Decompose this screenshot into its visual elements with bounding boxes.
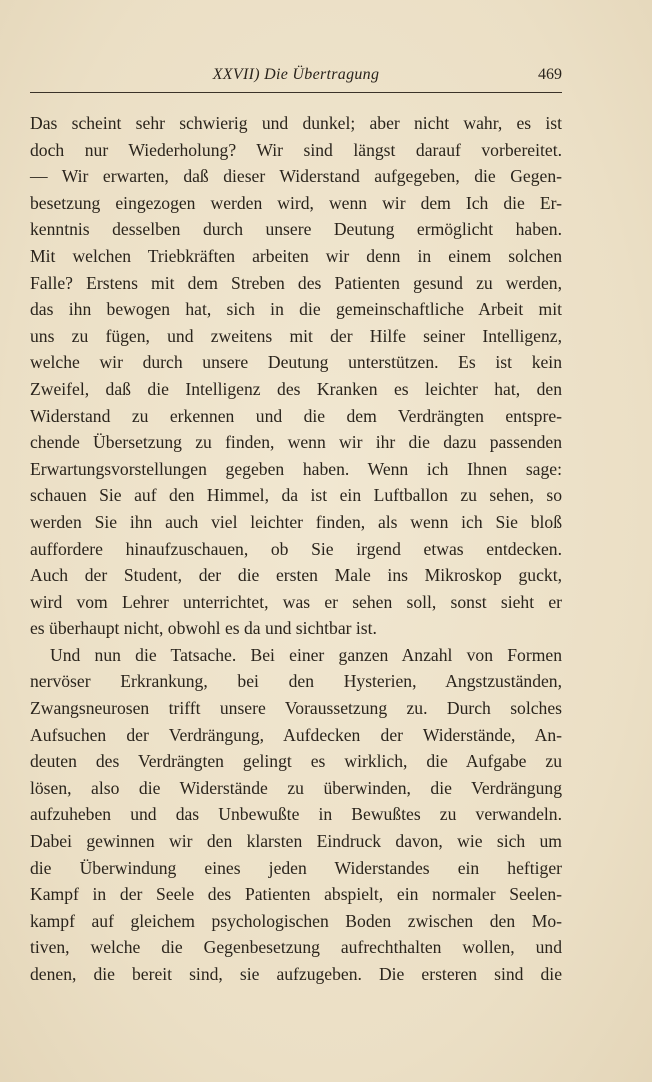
text-line: kampf auf gleichem psychologischen Boden zwischen den Mo- [30, 910, 562, 931]
header-rule [30, 92, 562, 93]
page-header [30, 66, 562, 88]
paragraph-2 [30, 642, 562, 988]
text-line: Kampf in der Seele des Patienten abspielt, ein normaler Seelen- [30, 884, 562, 905]
text-line: Zwangsneurosen trifft unsere Voraussetzung zu. Durch solches [30, 698, 562, 719]
text-line: Falle? Erstens mit dem Streben des Patienten gesund zu werden, [30, 272, 562, 293]
text-line: auffordere hinaufzuschauen, ob Sie irgend etwas entdecken. [30, 538, 562, 559]
running-title: XXVII) Die Übertragung [212, 66, 380, 83]
text-line: Aufsuchen der Verdrängung, Aufdecken der Widerstände, An- [30, 724, 562, 745]
paragraph-1 [30, 110, 562, 642]
text-line: Erwartungsvorstellungen gegeben haben. Wenn ich Ihnen sage: [30, 458, 562, 479]
text-line: kenntnis desselben durch unsere Deutung ermöglicht haben. [30, 219, 562, 240]
text-line: welche wir durch unsere Deutung unterstützen. Es ist kein [30, 352, 562, 373]
text-line: tiven, welche die Gegenbesetzung aufrechthalten wollen, und [30, 937, 562, 958]
text-line: Widerstand zu erkennen und die dem Verdrängten entspre- [30, 405, 562, 426]
text-line: Und nun die Tatsache. Bei einer ganzen Anzahl von Formen [50, 644, 562, 665]
text-line: — Wir erwarten, daß dieser Widerstand aufgegeben, die Gegen- [30, 166, 562, 187]
page-number: 469 [538, 66, 562, 83]
text-line: es überhaupt nicht, obwohl es da und sichtbar ist. [30, 618, 377, 639]
text-line: doch nur Wiederholung? Wir sind längst darauf vorbereitet. [30, 139, 562, 160]
text-line: die Überwindung eines jeden Widerstandes ein heftiger [30, 857, 562, 878]
text-line: wird vom Lehrer unterrichtet, was er sehen soll, sonst sieht er [30, 591, 562, 612]
text-line: werden Sie ihn auch viel leichter finden, als wenn ich Sie bloß [30, 511, 562, 532]
text-line: aufzuheben und das Unbewußte in Bewußtes zu verwandeln. [30, 804, 562, 825]
text-line: lösen, also die Widerstände zu überwinden, die Verdrängung [30, 777, 562, 798]
text-line: Mit welchen Triebkräften arbeiten wir denn in einem solchen [30, 245, 562, 266]
text-line: Dabei gewinnen wir den klarsten Eindruck davon, wie sich um [30, 831, 562, 852]
text-line: deuten des Verdrängten gelingt es wirklich, die Aufgabe zu [30, 751, 562, 772]
text-line: das ihn bewogen hat, sich in die gemeinschaftliche Arbeit mit [30, 299, 562, 320]
text-line: Zweifel, daß die Intelligenz des Kranken es leichter hat, den [30, 378, 562, 399]
text-line: chende Übersetzung zu finden, wenn wir ihr die dazu passenden [30, 432, 562, 453]
text-line: besetzung eingezogen werden wird, wenn wir dem Ich die Er- [30, 192, 562, 213]
text-line: uns zu fügen, und zweitens mit der Hilfe seiner Intelligenz, [30, 325, 562, 346]
body-text [30, 110, 562, 988]
text-line: Auch der Student, der die ersten Male ins Mikroskop guckt, [30, 565, 562, 586]
text-line: schauen Sie auf den Himmel, da ist ein Luftballon zu sehen, so [30, 485, 562, 506]
text-line: Das scheint sehr schwierig und dunkel; aber nicht wahr, es ist [30, 113, 562, 133]
text-line: denen, die bereit sind, sie aufzugeben. Die ersteren sind die [30, 964, 562, 984]
text-line: nervöser Erkrankung, bei den Hysterien, Angstzuständen, [30, 671, 562, 692]
